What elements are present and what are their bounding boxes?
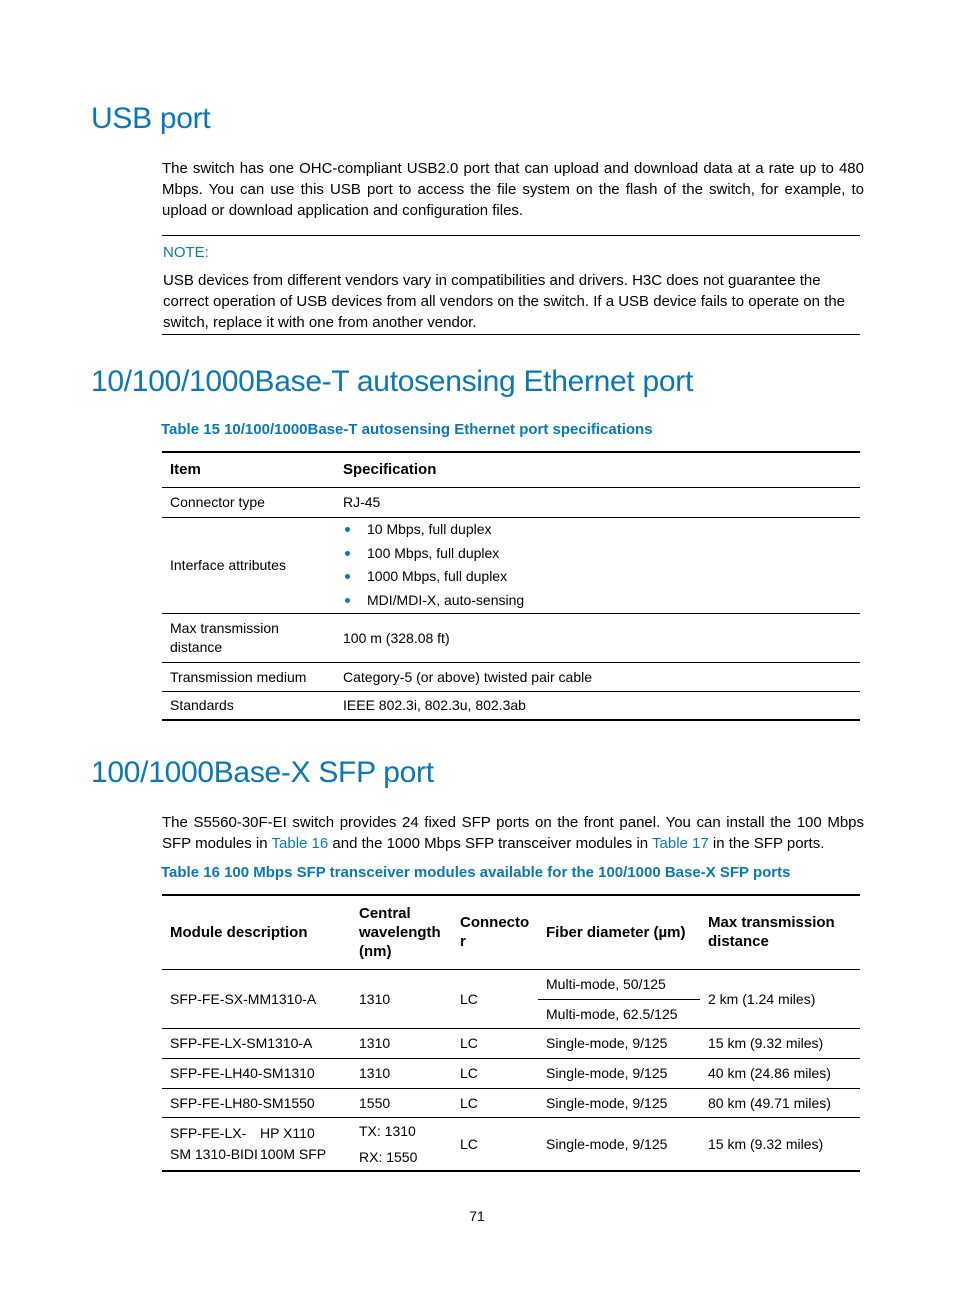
cell-connector: LC bbox=[460, 1094, 478, 1111]
sfp-paragraph bbox=[162, 812, 864, 854]
cell-module bbox=[162, 1117, 351, 1171]
note-text: USB devices from different vendors vary in compatibilities and drivers. H3C does not guarantee the correct operation of USB devices from all vendors on the switch. If a USB device fails to operate on the switch, replace it with one from another vendor. bbox=[163, 272, 846, 331]
bidi-alt-name: HP X110 100M SFP bbox=[260, 1124, 327, 1162]
table16 bbox=[162, 894, 860, 1172]
bidi-tx: TX: 1310 bbox=[359, 1122, 416, 1139]
col-connector: Connecto r bbox=[460, 914, 530, 951]
paragraph-text: and the 1000 Mbps SFP transceiver modules in bbox=[328, 835, 653, 852]
table-row bbox=[162, 487, 860, 517]
bullet-text: 1000 Mbps, full duplex bbox=[367, 568, 508, 584]
cell-distance: 40 km (24.86 miles) bbox=[708, 1065, 831, 1081]
bidi-rx: RX: 1550 bbox=[359, 1148, 418, 1165]
table-row bbox=[162, 1028, 860, 1058]
table-header-row bbox=[162, 452, 860, 487]
table-row bbox=[162, 1058, 860, 1088]
cell-module: SFP-FE-LX-SM1310-A bbox=[170, 1035, 313, 1051]
cell-fiber: Single-mode, 9/125 bbox=[546, 1035, 668, 1051]
cell-item: Standards bbox=[170, 697, 234, 714]
cell-fiber: Single-mode, 9/125 bbox=[546, 1135, 668, 1152]
cell-item: Interface attributes bbox=[170, 557, 286, 573]
cell-module: SFP-FE-SX-MM1310-A bbox=[170, 990, 317, 1007]
table17-link[interactable]: Table 17 bbox=[652, 835, 709, 852]
cell-spec: 100 m (328.08 ft) bbox=[343, 629, 450, 646]
bullet-dot-icon bbox=[345, 527, 350, 532]
cell-connector: LC bbox=[460, 1135, 478, 1152]
usb-port-heading: USB port bbox=[91, 102, 211, 135]
cell-wavelength: 1310 bbox=[359, 1035, 391, 1051]
cell-item: Transmission medium bbox=[170, 668, 307, 685]
cell-fiber: Multi-mode, 50/125 bbox=[538, 969, 700, 999]
cell-item: Connector type bbox=[170, 494, 265, 510]
note-label: NOTE: bbox=[163, 244, 209, 261]
table-header-row bbox=[162, 895, 860, 969]
cell-spec: RJ-45 bbox=[343, 494, 381, 510]
col-spec: Specification bbox=[343, 461, 437, 479]
page-number: 71 bbox=[469, 1208, 485, 1224]
cell-wavelength: 1310 bbox=[359, 990, 391, 1007]
list-item bbox=[343, 589, 852, 613]
table-row bbox=[162, 613, 860, 662]
cell-fiber: Multi-mode, 62.5/125 bbox=[546, 1005, 678, 1022]
list-item bbox=[343, 518, 852, 542]
cell-distance: 2 km (1.24 miles) bbox=[708, 990, 816, 1007]
list-item bbox=[343, 565, 852, 589]
cell-wavelength: 1310 bbox=[359, 1065, 391, 1081]
cell-fiber: Single-mode, 9/125 bbox=[546, 1065, 668, 1081]
cell-spec: Category-5 (or above) twisted pair cable bbox=[343, 668, 593, 685]
cell-connector: LC bbox=[460, 1035, 478, 1051]
table15 bbox=[162, 451, 860, 721]
cell-distance: 15 km (9.32 miles) bbox=[708, 1135, 824, 1152]
table-row bbox=[162, 969, 860, 999]
table-row bbox=[162, 517, 860, 613]
bullet-dot-icon bbox=[345, 551, 350, 556]
cell-connector: LC bbox=[460, 1065, 478, 1081]
table16-caption: Table 16 100 Mbps SFP transceiver modules available for the 100/1000 Base-X SFP ports bbox=[161, 864, 791, 881]
cell-wavelength: 1550 bbox=[359, 1094, 391, 1111]
cell-module: SFP-FE-LH40-SM1310 bbox=[170, 1065, 315, 1081]
ethernet-port-heading: 10/100/1000Base-T autosensing Ethernet port bbox=[91, 365, 693, 398]
bullet-list bbox=[343, 518, 852, 612]
table16-link[interactable]: Table 16 bbox=[271, 835, 329, 852]
bullet-dot-icon bbox=[345, 574, 350, 579]
bullet-text: MDI/MDI-X, auto-sensing bbox=[367, 591, 525, 608]
table15-caption: Table 15 10/100/1000Base-T autosensing Ethernet port specifications bbox=[161, 421, 653, 438]
table-row bbox=[162, 1088, 860, 1117]
cell-module: SFP-FE-LH80-SM1550 bbox=[170, 1094, 315, 1111]
table-row bbox=[162, 662, 860, 691]
cell-distance: 15 km (9.32 miles) bbox=[708, 1035, 824, 1051]
cell-wavelength bbox=[351, 1117, 452, 1171]
paragraph-text: in the SFP ports. bbox=[708, 835, 825, 852]
cell-distance: 80 km (49.71 miles) bbox=[708, 1094, 831, 1111]
bullet-text: 10 Mbps, full duplex bbox=[367, 521, 492, 537]
list-item bbox=[343, 542, 852, 566]
col-fiber: Fiber diameter (µm) bbox=[546, 923, 686, 941]
table-row bbox=[162, 691, 860, 720]
col-distance: Max transmission distance bbox=[708, 914, 835, 951]
cell-connector: LC bbox=[460, 990, 478, 1007]
bidi-module: SFP-FE-LX-SM 1310-BIDI bbox=[170, 1124, 258, 1162]
cell-item: Max transmission distance bbox=[170, 619, 279, 655]
sfp-port-heading: 100/1000Base-X SFP port bbox=[91, 756, 434, 789]
table-row bbox=[162, 1117, 860, 1171]
col-wavelength: Central wavelength (nm) bbox=[359, 904, 441, 960]
cell-spec: IEEE 802.3i, 802.3u, 802.3ab bbox=[343, 697, 526, 714]
paragraph-text: The S5560-30F-EI switch provides 24 fixed SFP ports on the front panel. You can install the 100 Mbps SFP modules in bbox=[162, 814, 864, 852]
col-item: Item bbox=[170, 461, 201, 479]
bullet-dot-icon bbox=[345, 598, 350, 603]
note-box bbox=[162, 235, 860, 335]
usb-paragraph: The switch has one OHC-compliant USB2.0 port that can upload and download data at a rate up to 480 Mbps. You can use this USB port to access the file system on the flash of the switch, for example, to upload or download application and configuration files. bbox=[162, 160, 864, 219]
col-module: Module description bbox=[170, 923, 308, 941]
cell-spec bbox=[335, 517, 860, 613]
bullet-text: 100 Mbps, full duplex bbox=[367, 544, 500, 561]
cell-fiber: Single-mode, 9/125 bbox=[546, 1094, 668, 1111]
